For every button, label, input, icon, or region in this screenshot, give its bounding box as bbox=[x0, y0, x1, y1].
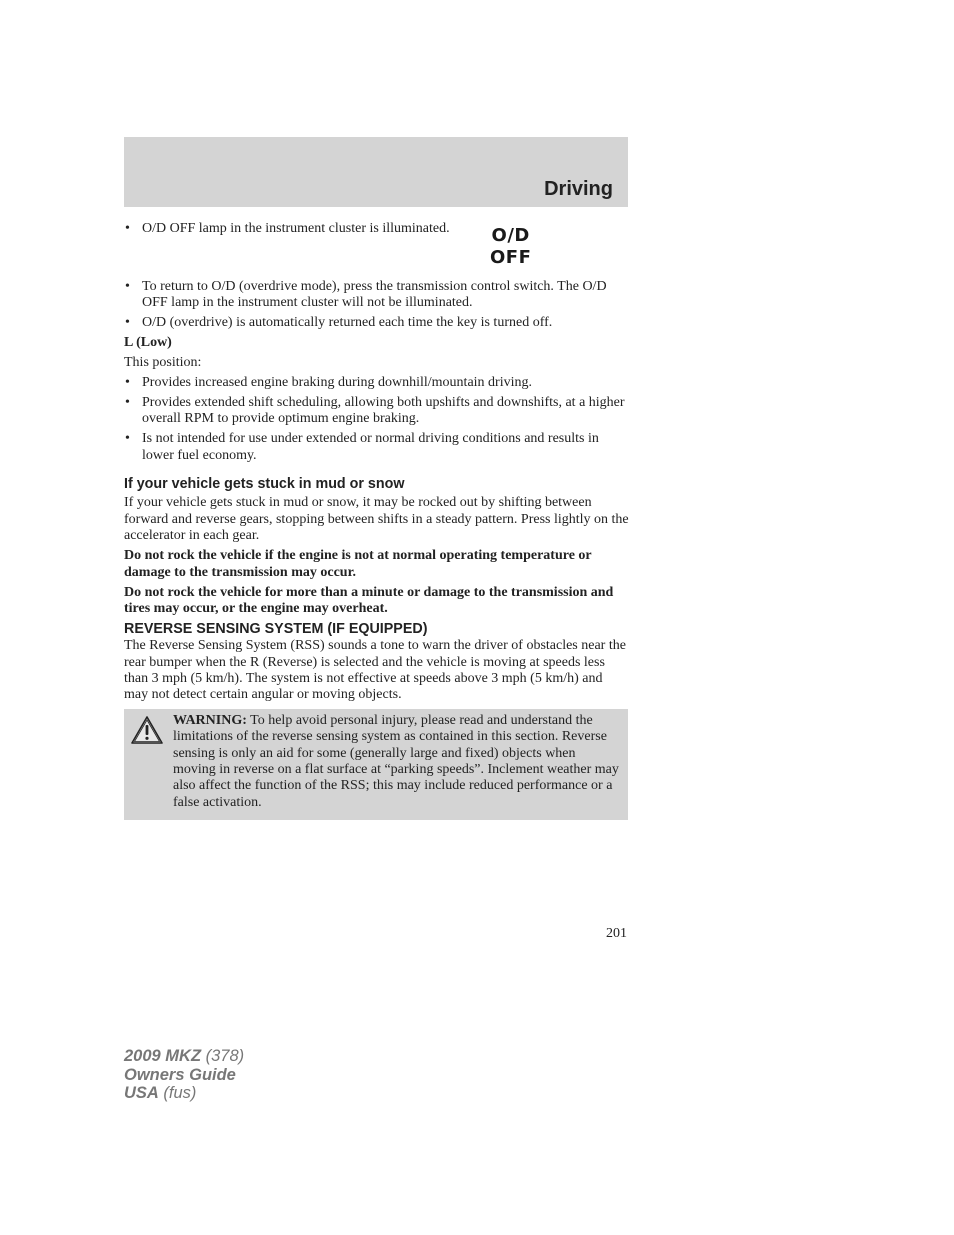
rss-heading: REVERSE SENSING SYSTEM (IF EQUIPPED) bbox=[124, 620, 428, 637]
low-intro: This position: bbox=[124, 355, 202, 371]
list-item bbox=[124, 315, 630, 331]
footer bbox=[124, 1047, 244, 1103]
list-item bbox=[124, 431, 630, 464]
stuck-heading: If your vehicle gets stuck in mud or snow bbox=[124, 476, 405, 493]
stuck-caution-2: Do not rock the vehicle for more than a minute or damage to the transmission and tires may occur, or the engine may overheat. bbox=[124, 584, 614, 616]
list-item bbox=[124, 395, 630, 428]
section-header-band bbox=[124, 137, 628, 207]
footer-line-2 bbox=[124, 1066, 244, 1085]
bullet-dot: • bbox=[125, 375, 130, 391]
bullet-text: To return to O/D (overdrive mode), press the transmission control switch. The O/D OFF lamp in the instrument cluster will not be illuminated. bbox=[142, 279, 607, 311]
footer-guide: Owners Guide bbox=[124, 1065, 236, 1084]
bullet-text: O/D OFF lamp in the instrument cluster is illuminated. bbox=[142, 221, 450, 236]
bullet-dot: • bbox=[125, 315, 130, 331]
stuck-body: If your vehicle gets stuck in mud or snow, it may be rocked out by shifting between forward and reverse gears, stopping between shifts in a steady pattern. Press lightly on the accelerator in each gear. bbox=[124, 495, 629, 544]
warning-triangle-icon bbox=[130, 715, 164, 745]
warning-text bbox=[130, 713, 620, 811]
list-item bbox=[124, 375, 630, 391]
list-item bbox=[124, 221, 630, 237]
footer-region: USA bbox=[124, 1084, 159, 1102]
section-title: Driving bbox=[544, 178, 613, 200]
bullet-dot: • bbox=[125, 394, 130, 410]
od-off-icon-line2: OFF bbox=[490, 247, 532, 268]
bullet-text: Provides extended shift scheduling, allowing both upshifts and downshifts, at a higher overall RPM to provide optimum engine braking. bbox=[142, 394, 625, 427]
bullet-text: O/D (overdrive) is automatically returned each time the key is turned off. bbox=[142, 315, 553, 331]
footer-line-3 bbox=[124, 1084, 244, 1103]
bullet-text: Provides increased engine braking during downhill/mountain driving. bbox=[142, 375, 532, 391]
od-off-icon-line1: O/D bbox=[491, 225, 530, 246]
stuck-caution-1: Do not rock the vehicle if the engine is not at normal operating temperature or damage to the transmission may occur. bbox=[124, 548, 592, 580]
page-content bbox=[124, 221, 630, 820]
footer-model-code: (378) bbox=[201, 1047, 245, 1065]
footer-line-1 bbox=[124, 1047, 244, 1066]
bullet-dot: • bbox=[125, 221, 130, 236]
rss-body: The Reverse Sensing System (RSS) sounds a tone to warn the driver of obstacles near the rear bumper when the R (Reverse) is selected and the vehicle is moving at speeds less than 3 mph (5 km/h). The system is not effective at speeds above 3 mph (5 km/h) and may not detect certain angular or moving objects. bbox=[124, 638, 626, 703]
footer-region-code: (fus) bbox=[158, 1084, 197, 1102]
bullet-text: Is not intended for use under extended or normal driving conditions and results in lower fuel economy. bbox=[142, 431, 599, 463]
warning-label: WARNING: bbox=[173, 712, 247, 728]
bullet-dot: • bbox=[125, 279, 130, 294]
od-off-row bbox=[124, 221, 630, 279]
list-item bbox=[124, 279, 630, 312]
warning-body: To help avoid personal injury, please read and understand the limitations of the reverse sensing system as contained in this section. Reverse sensing is only an aid for some (generally large and fixed) objects when moving in reverse on a flat surface at “parking speeds”. Inclement weather may also affect the function of the RSS; this may include reduced performance or a false activation. bbox=[173, 712, 619, 810]
footer-model: 2009 MKZ bbox=[124, 1047, 202, 1065]
bullet-dot: • bbox=[125, 431, 130, 447]
low-heading: L (Low) bbox=[124, 335, 172, 351]
page-number: 201 bbox=[606, 926, 627, 941]
od-off-lamp-icon bbox=[490, 225, 531, 269]
warning-box bbox=[124, 709, 628, 820]
